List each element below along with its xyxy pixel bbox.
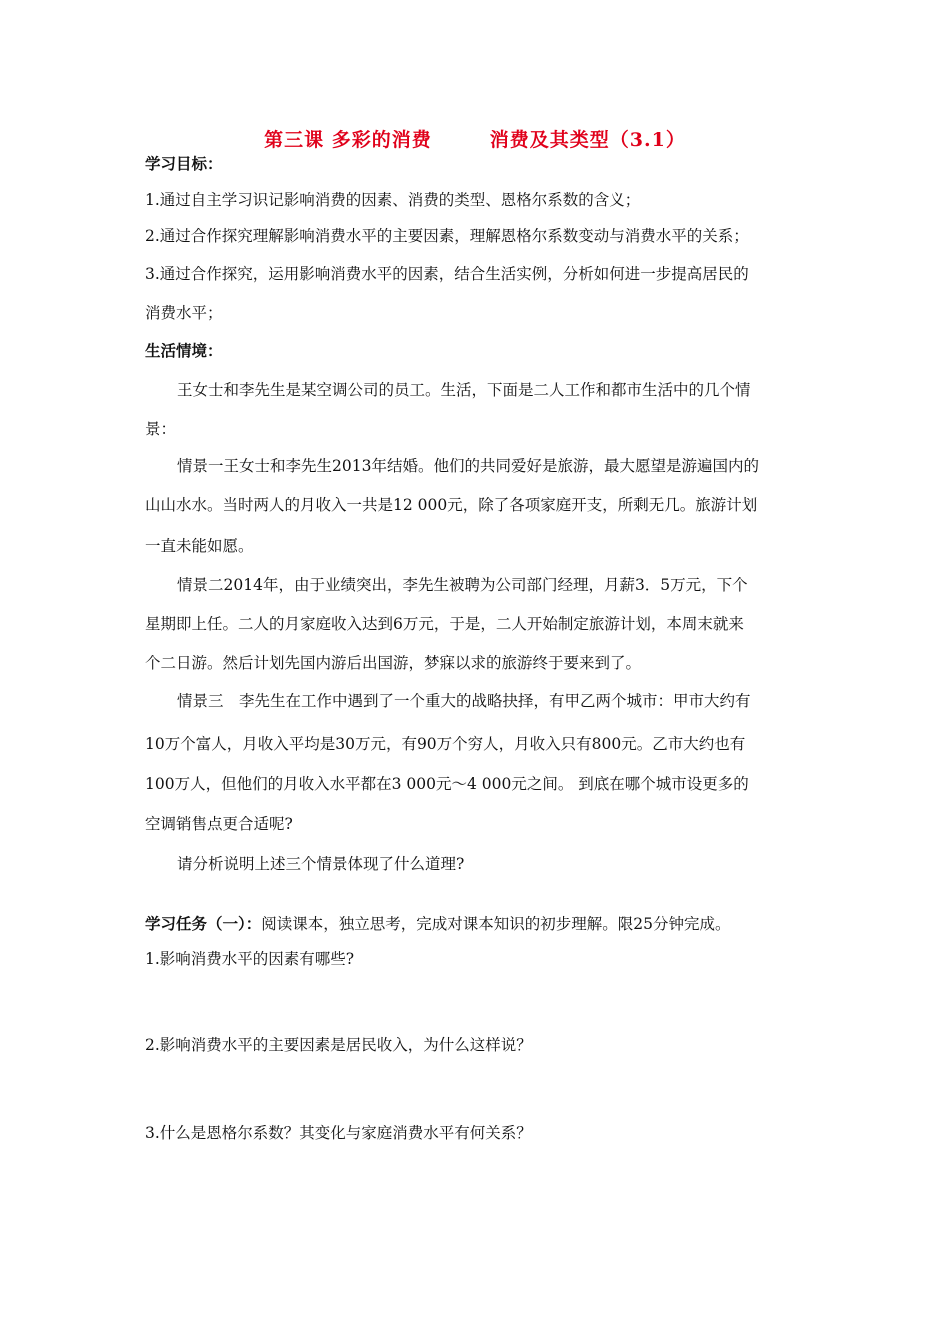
- document-title: [0, 125, 950, 152]
- task-question: 3.什么是恩格尔系数？其变化与家庭消费水平有何关系？: [145, 1124, 532, 1142]
- title-lesson: 第三课 多彩的消费: [264, 129, 432, 151]
- task-line: [145, 913, 815, 935]
- scenario-three: 空调销售点更合适呢?: [145, 815, 293, 833]
- objective-item: 2.通过合作探究理解影响消费水平的主要因素，理解恩格尔系数变动与消费水平的关系；: [145, 227, 749, 245]
- objective-item-continued: 消费水平；: [145, 304, 223, 322]
- scenario-three: 10万个富人，月收入平均是30万元，有90万个穷人，月收入只有800元。乙市大约也有: [145, 735, 746, 753]
- task-heading: 学习任务（一）：: [145, 914, 262, 933]
- scenario-three: 情景三 李先生在工作中遇到了一个重大的战略抉择，有甲乙两个城市：甲市大约有: [177, 692, 751, 710]
- scenario-question: 请分析说明上述三个情景体现了什么道理?: [177, 855, 465, 873]
- title-topic: 消费及其类型（3.1）: [489, 129, 686, 151]
- objectives-heading: 学习目标：: [145, 154, 223, 173]
- scenario-three: 100万人，但他们的月收入水平都在3 000元～4 000元之间。 到底在哪个城市设更多的: [145, 775, 749, 793]
- objective-item: 3.通过合作探究，运用影响消费水平的因素，结合生活实例，分析如何进一步提高居民的: [145, 265, 749, 283]
- scenario-one: 一直未能如愿。: [145, 537, 254, 555]
- scenario-two: 个二日游。然后计划先国内游后出国游，梦寐以求的旅游终于要来到了。: [145, 654, 642, 672]
- scenario-two: 星期即上任。二人的月家庭收入达到6万元，于是，二人开始制定旅游计划，本周末就来: [145, 615, 744, 633]
- scenario-paragraph: 王女士和李先生是某空调公司的员工。生活，下面是二人工作和都市生活中的几个情: [177, 381, 751, 399]
- scenario-one: 山山水水。当时两人的月收入一共是12 000元，除了各项家庭开支，所剩无几。旅游计划: [145, 496, 758, 514]
- task-question: 1.影响消费水平的因素有哪些?: [145, 950, 355, 968]
- task-question: 2.影响消费水平的主要因素是居民收入，为什么这样说？: [145, 1036, 532, 1054]
- task-intro: 阅读课本，独立思考，完成对课本知识的初步理解。限25分钟完成。: [261, 915, 731, 933]
- scenario-two: 情景二2014年，由于业绩突出，李先生被聘为公司部门经理，月薪3．5万元，下个: [177, 576, 748, 594]
- scenario-heading: 生活情境：: [145, 341, 223, 360]
- objective-item: 1.通过自主学习识记影响消费的因素、消费的类型、恩格尔系数的含义；: [145, 191, 641, 209]
- scenario-paragraph: 景：: [145, 420, 177, 438]
- scenario-one: 情景一王女士和李先生2013年结婚。他们的共同爱好是旅游，最大愿望是游遍国内的: [177, 457, 759, 475]
